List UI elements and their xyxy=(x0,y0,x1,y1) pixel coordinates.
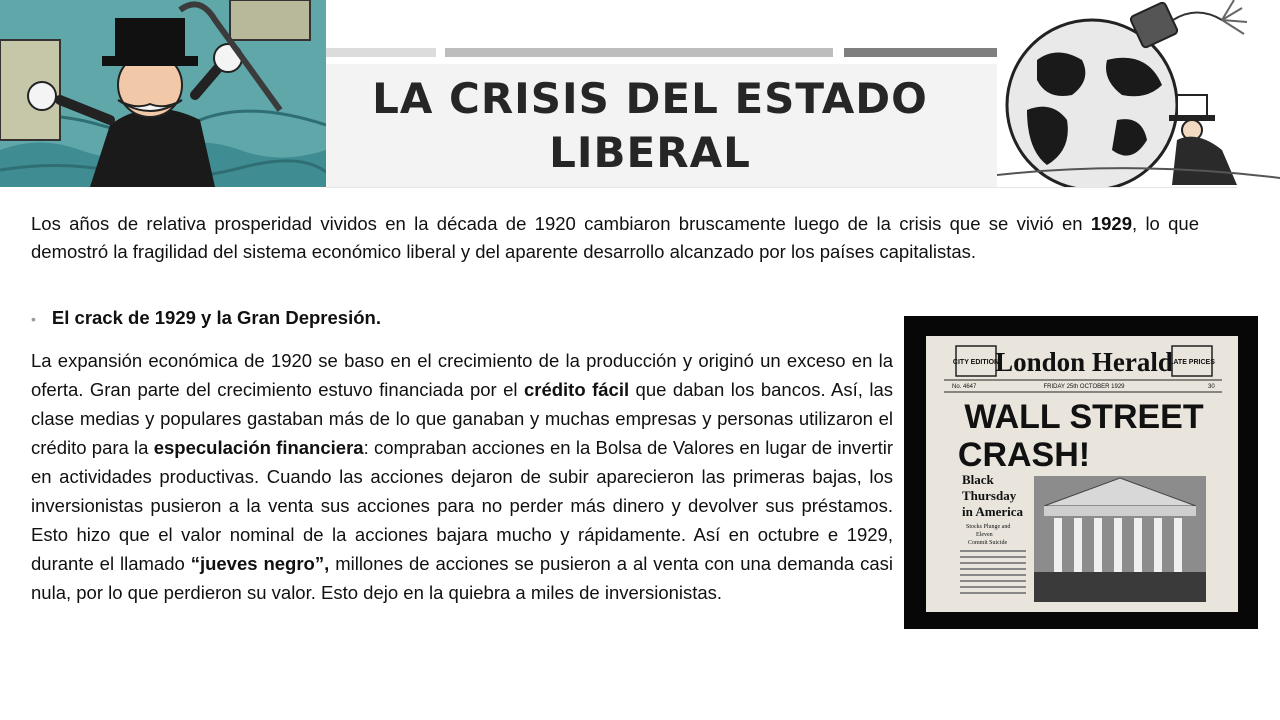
newspaper-sub-1: Black xyxy=(962,472,994,487)
intro-year-bold: 1929 xyxy=(1090,213,1132,234)
accent-bar-mid xyxy=(445,48,833,57)
newspaper-masthead: London Herald xyxy=(995,347,1173,377)
title-line-2: LIBERAL xyxy=(549,128,751,177)
newspaper-date: FRIDAY 25th OCTOBER 1929 xyxy=(1043,384,1125,390)
intro-text-1: Los años de relativa prosperidad vividos en la década de 1920 cambiaron bruscamente luego de la crisis que se vivió en xyxy=(31,213,1091,234)
body-text-1: La expansión económica de 1920 se baso en el crecimiento de la producción y originó un exceso en la oferta. Gran parte del crecimiento estuvo financiada por el xyxy=(31,350,893,400)
newspaper-headline-2: CRASH! xyxy=(957,436,1091,474)
bullet-marker: • xyxy=(31,311,36,327)
body-paragraph xyxy=(31,346,893,607)
body-bold-especulacion: especulación financiera xyxy=(153,437,364,458)
accent-bar-dark xyxy=(844,48,997,57)
newspaper-small-1: Stocks Plunge and xyxy=(966,524,1011,530)
page-title xyxy=(340,72,960,180)
body-bold-credito: crédito fácil xyxy=(523,379,630,400)
header-divider xyxy=(326,187,1237,188)
newspaper-page: 30 xyxy=(1208,384,1215,390)
newspaper-number: No. 4647 xyxy=(952,384,977,390)
body-text-3: : compraban acciones en la Bolsa de Valores en lugar de invertir en actividades productivas. Cuando las acciones dejaron de subir aparecieron las primeras bajas, los inversionistas pusieron a la venta sus acciones para no perder más dinero y devolver sus préstamos. Esto hizo que el valor nominal de la acciones bajara mucho y rápidamente. Así en octubre e 1929, durante el llamado xyxy=(31,437,893,574)
newspaper-edition: CITY EDITION xyxy=(952,359,1000,366)
newspaper-small-2: Eleven xyxy=(976,532,993,538)
globe-bomb-illustration xyxy=(997,0,1280,187)
newspaper-image xyxy=(904,316,1258,629)
body-text-2: que daban los bancos. Así, las clase medias y populares gastaban más de lo que ganaban y muchas empresas y personas utilizaron el crédito para la xyxy=(31,379,893,458)
newspaper-prices: LATE PRICES xyxy=(1169,359,1215,366)
newspaper-sub-2: Thursday xyxy=(962,488,1017,503)
newspaper-headline-1: WALL STREET xyxy=(964,398,1204,436)
bullet-heading xyxy=(31,304,381,333)
intro-paragraph xyxy=(31,210,1199,266)
newspaper-sub-3: in America xyxy=(962,504,1024,519)
accent-bar-light xyxy=(326,48,436,57)
body-bold-jueves-negro: “jueves negro”, xyxy=(190,553,330,574)
body-text-4: millones de acciones se pusieron a al venta con una demanda casi nula, por lo que perdieron su valor. Esto dejo en la quiebra a miles de inversionistas. xyxy=(31,553,893,603)
newspaper-small-3: Commit Suicide xyxy=(968,540,1008,546)
title-line-1: LA CRISIS DEL ESTADO xyxy=(372,74,928,123)
intro-text-2: , lo que demostró la fragilidad del sistema económico liberal y del aparente desarrollo alcanzado por los países capitalistas. xyxy=(31,213,1200,262)
bullet-heading-text: El crack de 1929 y la Gran Depresión. xyxy=(51,307,381,328)
monopoly-man-illustration xyxy=(0,0,326,187)
